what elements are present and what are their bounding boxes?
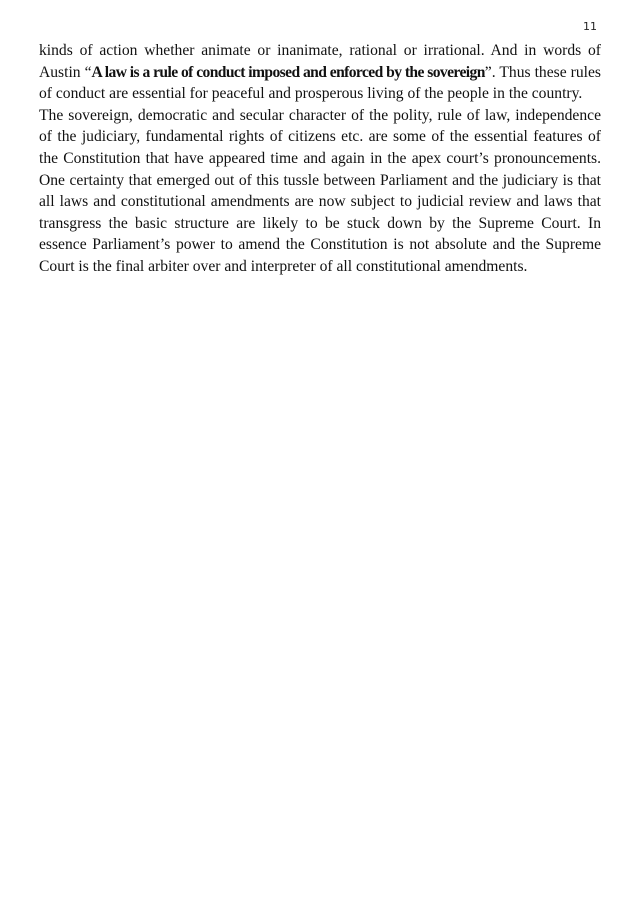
paragraph-austin-definition <box>39 40 601 105</box>
page-number: 11 <box>583 20 597 33</box>
austin-quote: A law is a rule of conduct imposed and enforced by the sovereign <box>91 63 485 81</box>
paragraph-basic-structure: The sovereign, democratic and secular character of the polity, rule of law, independence of the judiciary, fundamental rights of citizens etc. are some of the essential features of the Constitution that have appeared time and again in the apex court’s pronouncements. One certainty that emerged out of this tussle between Parliament and the judiciary is that all laws and constitutional amendments are now subject to judicial review and laws that transgress the basic structure are likely to be stuck down by the Supreme Court. In essence Parliament’s power to amend the Constitution is not absolute and the Supreme Court is the final arbiter over and interpreter of all constitutional amendments. <box>39 106 601 275</box>
body-text <box>39 40 601 278</box>
paragraph-text-after-quote: ”. Thus these rules of conduct are essential for peaceful and prosperous living of the people in the country. <box>39 63 601 103</box>
paragraph-text-before-quote: kinds of action whether animate or inanimate, rational or irrational. And in words of Austin “ <box>39 42 601 81</box>
